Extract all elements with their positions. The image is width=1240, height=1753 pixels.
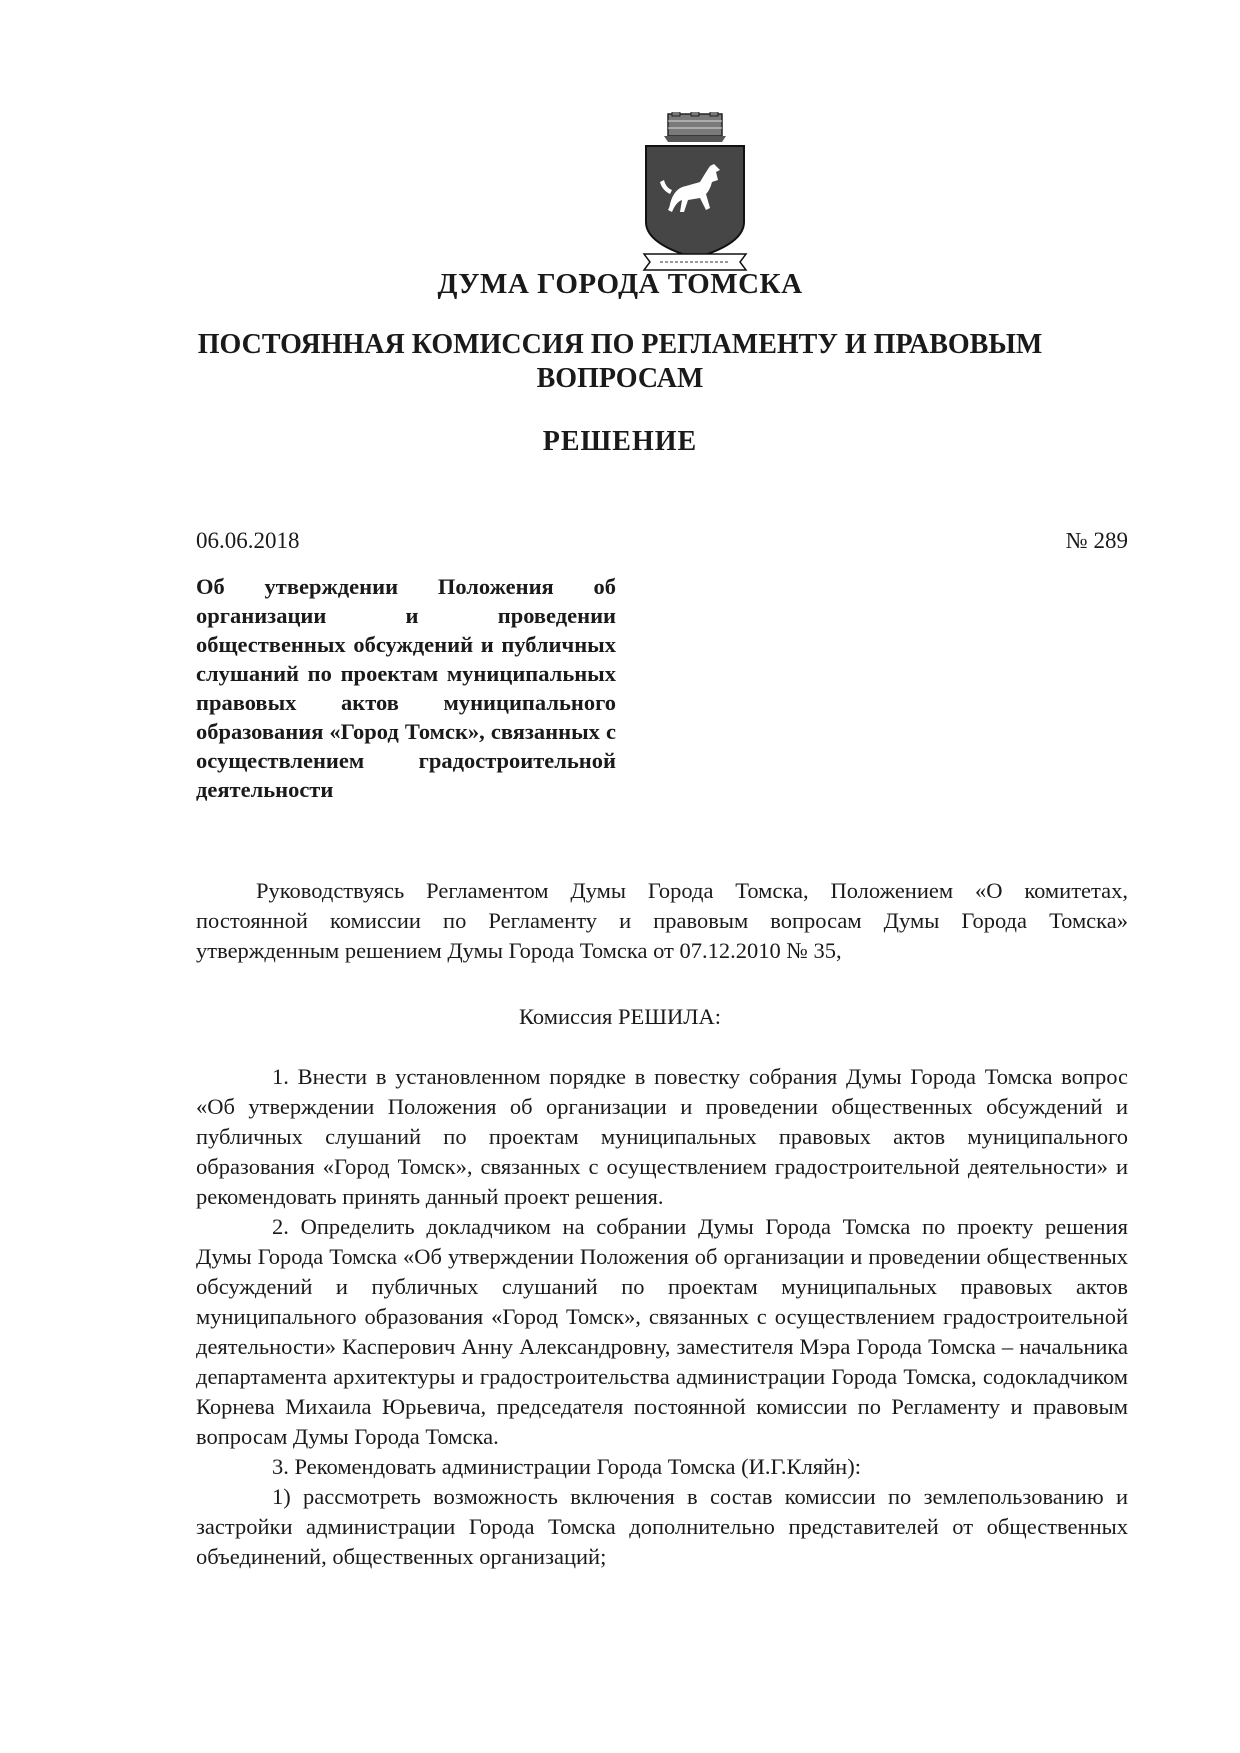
intro-paragraph: Руководствуясь Регламентом Думы Города Томска, Положением «О комитетах, постоянной комиссии по Регламенту и правовым вопросам Думы Города Томска» утвержденным решением Думы Города Томска от 07.12.2010 № 35, <box>196 878 1128 963</box>
list-item: 1. Внести в установленном порядке в повестку собрания Думы Города Томска вопрос «Об утверждении Положения об организации и проведении общественных обсуждений и публичных слушаний по проектам муниципальных правовых актов муниципального образования «Город Томск», связанных с осуществлением градостроительной деятельности» и рекомендовать принять данный проект решения. <box>196 1064 1128 1209</box>
document-subject: Об утверждении Положения об организации и проведении общественных обсуждений и публичных слушаний по проектам муниципальных правовых актов муниципального образования «Город Томск», связанных с осуществлением градостроительной деятельности <box>196 574 616 802</box>
list-item: 1) рассмотреть возможность включения в состав комиссии по землепользованию и застройки администрации Города Томска дополнительно представителей от общественных объединений, общественных организаций; <box>196 1484 1128 1569</box>
list-item: 3. Рекомендовать администрации Города Томска (И.Г.Кляйн): <box>272 1454 861 1479</box>
decision-items <box>196 1062 1128 1572</box>
commission-title <box>0 328 1240 396</box>
coat-of-arms-emblem <box>640 112 750 274</box>
document-type: РЕШЕНИЕ <box>542 426 698 457</box>
document-number: № 289 <box>1065 528 1128 553</box>
commission-title-text: ПОСТОЯННАЯ КОМИССИЯ ПО РЕГЛАМЕНТУ И ПРАВОВЫМ ВОПРОСАМ <box>197 329 1043 394</box>
organization-title: ДУМА ГОРОДА ТОМСКА <box>437 268 803 300</box>
resolved-heading: Комиссия РЕШИЛА: <box>519 1004 721 1029</box>
shield-icon <box>646 146 744 258</box>
crown-icon <box>664 112 726 142</box>
document-date: 06.06.2018 <box>196 528 300 553</box>
list-item: 2. Определить докладчиком на собрании Думы Города Томска по проекту решения Думы Города Томска «Об утверждении Положения об организации и проведении общественных обсуждений и публичных слушаний по проектам муниципальных правовых актов муниципального образования «Город Томск», связанных с осуществлением градостроительной деятельности» Касперович Анну Александровну, заместителя Мэра Города Томска – начальника департамента архитектуры и градостроительства администрации Города Томска, содокладчиком Корнева Михаила Юрьевича, председателя постоянной комиссии по Регламенту и правовым вопросам Думы Города Томска. <box>196 1214 1128 1449</box>
